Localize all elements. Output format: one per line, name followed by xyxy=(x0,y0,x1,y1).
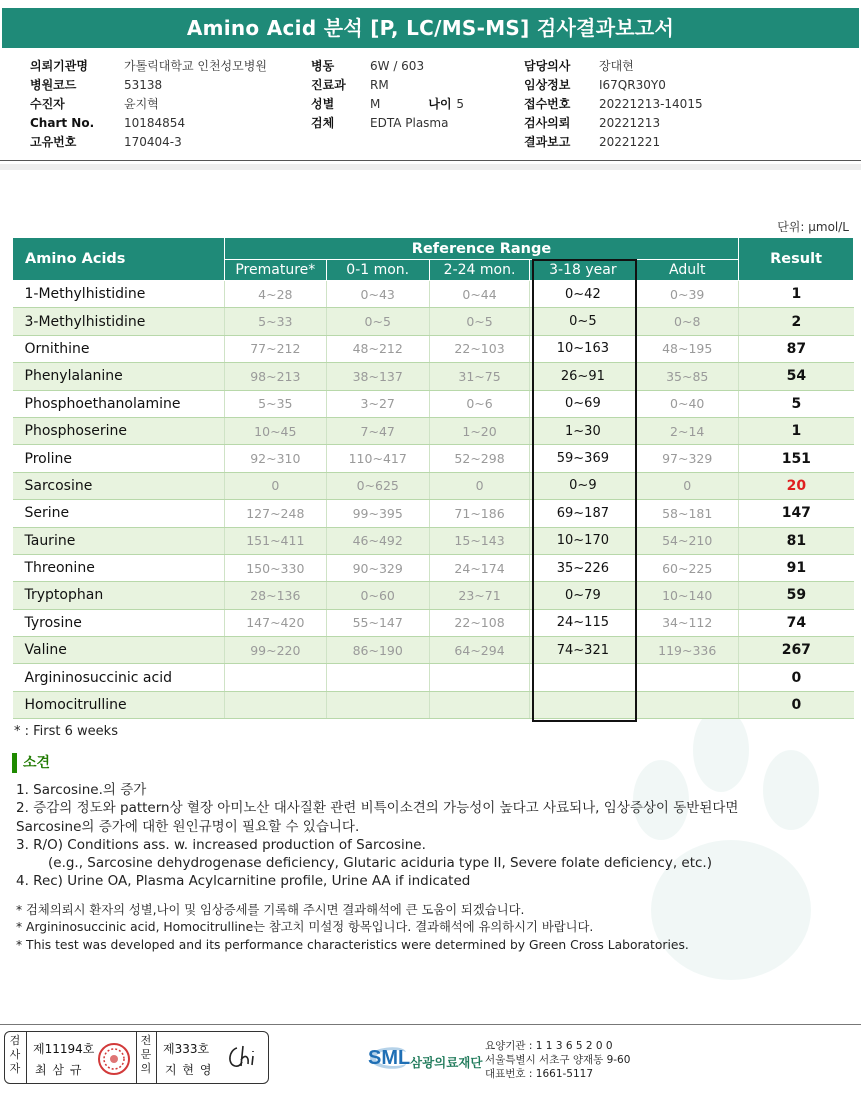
header-amino-acids: Amino Acids xyxy=(13,238,225,281)
finding-line: (e.g., Sarcosine dehydrogenase deficiency, Glutaric aciduria type II, Severe folate deficiency, etc.) xyxy=(48,855,712,872)
result-value: 81 xyxy=(739,527,854,554)
range-cell-premature: 77~212 xyxy=(224,335,326,362)
info-row xyxy=(524,133,703,152)
range-cell-adult: 2~14 xyxy=(636,417,739,444)
note-line: * 검체의뢰시 환자의 성별,나이 및 임상증세를 기록해 주시면 결과해석에 큰 도움이 되겠습니다. xyxy=(16,903,525,917)
age-label: 나이 xyxy=(428,97,452,111)
range-cell-premature: 4~28 xyxy=(224,281,326,308)
range-cell-premature: 98~213 xyxy=(224,363,326,390)
signer1-name: 최 삼 규 xyxy=(35,1063,83,1077)
range-cell-m0-1: 86~190 xyxy=(326,637,429,664)
header-result: Result xyxy=(739,238,854,281)
range-cell-y3-18: 10~170 xyxy=(530,527,636,554)
table-row xyxy=(13,554,854,581)
handwritten-signature-icon xyxy=(223,1042,263,1074)
range-cell-m0-1: 48~212 xyxy=(326,335,429,362)
footnote-first-6-weeks: * : First 6 weeks xyxy=(14,724,118,739)
signer2-name: 지 현 영 xyxy=(165,1063,213,1077)
age-value: 5 xyxy=(456,97,464,111)
signer2-license: 제333호 xyxy=(163,1042,210,1056)
note-line: * This test was developed and its performance characteristics were determined by Green Cross Laboratories. xyxy=(16,937,689,952)
range-cell-m0-1: 55~147 xyxy=(326,609,429,636)
info-row xyxy=(524,95,703,114)
table-row xyxy=(13,637,854,664)
info-label: 수진자 xyxy=(30,97,65,111)
range-cell-premature: 0 xyxy=(224,472,326,499)
amino-acid-name: 3-Methylhistidine xyxy=(13,308,225,335)
amino-acid-name: Phenylalanine xyxy=(13,363,225,390)
range-cell-y3-18: 10~163 xyxy=(530,335,636,362)
info-label: 접수번호 xyxy=(524,97,571,111)
result-value: 0 xyxy=(739,664,854,691)
header-3-18-year: 3-18 year xyxy=(530,260,636,281)
finding-line: Sarcosine의 증가에 대한 원인규명이 필요할 수 있습니다. xyxy=(16,818,360,835)
info-row xyxy=(30,95,267,114)
range-cell-premature: 5~33 xyxy=(224,308,326,335)
patient-info-col3 xyxy=(524,57,703,152)
info-value: 10184854 xyxy=(124,116,186,130)
range-cell-premature: 10~45 xyxy=(224,417,326,444)
range-cell-m2-24: 31~75 xyxy=(429,363,530,390)
result-value: 74 xyxy=(739,609,854,636)
lab-info xyxy=(485,1039,630,1081)
range-cell-premature: 5~35 xyxy=(224,390,326,417)
result-value: 20 xyxy=(739,472,854,499)
info-row xyxy=(30,114,267,133)
range-cell-y3-18: 0~9 xyxy=(530,472,636,499)
info-value: 53138 xyxy=(124,78,163,92)
info-row xyxy=(524,76,703,95)
range-cell-m2-24: 64~294 xyxy=(429,637,530,664)
info-label: 담당의사 xyxy=(524,59,571,73)
table-row xyxy=(13,664,854,691)
info-value: 20221213-14015 xyxy=(599,97,703,111)
info-value: I67QR30Y0 xyxy=(599,78,666,92)
signer1-license: 제11194호 xyxy=(33,1042,95,1056)
table-row xyxy=(13,363,854,390)
report-title: Amino Acid 분석 [P, LC/MS-MS] 검사결과보고서 xyxy=(2,8,859,48)
finding-line: 1. Sarcosine.의 증가 xyxy=(16,782,147,798)
range-cell-adult: 119~336 xyxy=(636,637,739,664)
range-cell-adult: 97~329 xyxy=(636,445,739,472)
range-cell-m2-24: 0~5 xyxy=(429,308,530,335)
signer1-role: 검사자 xyxy=(9,1034,21,1075)
range-cell-y3-18: 26~91 xyxy=(530,363,636,390)
amino-acid-name: Homocitrulline xyxy=(13,691,225,718)
range-cell-m0-1: 0~625 xyxy=(326,472,429,499)
table-row xyxy=(13,308,854,335)
info-value: 장대현 xyxy=(599,59,634,73)
info-row xyxy=(311,57,464,76)
header-premature: Premature* xyxy=(224,260,326,281)
range-cell-m2-24: 0~44 xyxy=(429,281,530,308)
result-value: 2 xyxy=(739,308,854,335)
range-cell-m2-24: 71~186 xyxy=(429,500,530,527)
range-cell-m2-24: 52~298 xyxy=(429,445,530,472)
table-body xyxy=(13,281,854,719)
range-cell-premature: 99~220 xyxy=(224,637,326,664)
range-cell-m0-1: 0~5 xyxy=(326,308,429,335)
range-cell-y3-18 xyxy=(530,691,636,718)
range-cell-m2-24 xyxy=(429,691,530,718)
info-label: 검사의뢰 xyxy=(524,116,571,130)
range-cell-m0-1: 110~417 xyxy=(326,445,429,472)
result-value: 5 xyxy=(739,390,854,417)
table-row xyxy=(13,500,854,527)
info-label: 의뢰기관명 xyxy=(30,59,88,73)
table-row xyxy=(13,445,854,472)
info-row xyxy=(30,76,267,95)
info-row xyxy=(311,76,464,95)
range-cell-y3-18: 59~369 xyxy=(530,445,636,472)
info-label: Chart No. xyxy=(30,116,95,130)
range-cell-m2-24: 15~143 xyxy=(429,527,530,554)
info-label: 병원코드 xyxy=(30,78,77,92)
table-row xyxy=(13,390,854,417)
amino-acid-name: Phosphoethanolamine xyxy=(13,390,225,417)
range-cell-premature: 150~330 xyxy=(224,554,326,581)
info-value: 윤지혁 xyxy=(124,97,159,111)
footer-divider xyxy=(0,1024,861,1025)
info-value: EDTA Plasma xyxy=(370,116,449,130)
range-cell-y3-18: 0~5 xyxy=(530,308,636,335)
amino-acid-name: Argininosuccinic acid xyxy=(13,664,225,691)
range-cell-m2-24: 24~174 xyxy=(429,554,530,581)
range-cell-m2-24: 22~108 xyxy=(429,609,530,636)
table-row xyxy=(13,691,854,718)
amino-acid-name: 1-Methylhistidine xyxy=(13,281,225,308)
finding-line: 3. R/O) Conditions ass. w. increased production of Sarcosine. xyxy=(16,836,426,853)
info-label: 병동 xyxy=(311,59,335,73)
result-value: 1 xyxy=(739,281,854,308)
patient-info xyxy=(30,57,850,153)
range-cell-m0-1: 38~137 xyxy=(326,363,429,390)
range-cell-adult xyxy=(636,664,739,691)
range-cell-m0-1: 7~47 xyxy=(326,417,429,444)
finding-line: 4. Rec) Urine OA, Plasma Acylcarnitine profile, Urine AA if indicated xyxy=(16,873,471,890)
info-value: 170404-3 xyxy=(124,135,182,149)
info-row xyxy=(311,114,464,133)
info-row xyxy=(311,95,464,114)
range-cell-m0-1: 0~43 xyxy=(326,281,429,308)
divider xyxy=(26,1032,27,1083)
amino-acid-name: Threonine xyxy=(13,554,225,581)
range-cell-y3-18: 35~226 xyxy=(530,554,636,581)
lab-info-line: 서울특별시 서초구 양재동 9-60 xyxy=(485,1054,631,1066)
range-cell-adult xyxy=(636,691,739,718)
range-cell-premature: 151~411 xyxy=(224,527,326,554)
range-cell-adult: 34~112 xyxy=(636,609,739,636)
info-row xyxy=(30,133,267,152)
result-value: 91 xyxy=(739,554,854,581)
range-cell-m2-24: 0~6 xyxy=(429,390,530,417)
findings-text xyxy=(16,781,846,891)
seal-stamp-icon xyxy=(97,1042,131,1076)
info-label: 고유번호 xyxy=(30,135,77,149)
info-row xyxy=(524,114,703,133)
range-cell-y3-18 xyxy=(530,664,636,691)
amino-acid-name: Serine xyxy=(13,500,225,527)
table-row xyxy=(13,335,854,362)
range-cell-adult: 58~181 xyxy=(636,500,739,527)
table-row xyxy=(13,281,854,308)
amino-acid-table xyxy=(12,237,854,719)
range-cell-y3-18: 24~115 xyxy=(530,609,636,636)
result-value: 54 xyxy=(739,363,854,390)
lab-name: 삼광의료재단 xyxy=(410,1055,483,1070)
divider xyxy=(136,1032,137,1083)
amino-acid-name: Taurine xyxy=(13,527,225,554)
range-cell-premature: 92~310 xyxy=(224,445,326,472)
range-cell-m2-24: 0 xyxy=(429,472,530,499)
info-label: 진료과 xyxy=(311,78,346,92)
info-label: 결과보고 xyxy=(524,135,571,149)
amino-acid-name: Valine xyxy=(13,637,225,664)
divider xyxy=(0,160,861,161)
info-label: 임상정보 xyxy=(524,78,571,92)
findings-heading: 소견 xyxy=(12,753,50,773)
result-value: 87 xyxy=(739,335,854,362)
lab-info-line: 요양기관 : 1 1 3 6 5 2 0 0 xyxy=(485,1040,613,1052)
table-row xyxy=(13,417,854,444)
range-cell-m0-1: 46~492 xyxy=(326,527,429,554)
info-value: M xyxy=(370,97,381,111)
divider-band xyxy=(0,164,861,170)
range-cell-m0-1 xyxy=(326,691,429,718)
amino-acid-name: Ornithine xyxy=(13,335,225,362)
info-value: 20221213 xyxy=(599,116,661,130)
result-value: 151 xyxy=(739,445,854,472)
table-row xyxy=(13,609,854,636)
range-cell-adult: 54~210 xyxy=(636,527,739,554)
info-value: 6W / 603 xyxy=(370,59,425,73)
info-value: 20221221 xyxy=(599,135,661,149)
info-value: RM xyxy=(370,78,389,92)
range-cell-premature: 127~248 xyxy=(224,500,326,527)
table-row xyxy=(13,582,854,609)
header-2-24-mon: 2-24 mon. xyxy=(429,260,530,281)
info-row xyxy=(30,57,267,76)
signature-box xyxy=(4,1031,269,1084)
info-label: 성별 xyxy=(311,97,335,111)
result-value: 1 xyxy=(739,417,854,444)
range-cell-adult: 35~85 xyxy=(636,363,739,390)
divider xyxy=(156,1032,157,1083)
range-cell-m2-24 xyxy=(429,664,530,691)
range-cell-premature xyxy=(224,664,326,691)
range-cell-adult: 0~8 xyxy=(636,308,739,335)
range-cell-premature xyxy=(224,691,326,718)
result-value: 59 xyxy=(739,582,854,609)
range-cell-adult: 60~225 xyxy=(636,554,739,581)
result-value: 267 xyxy=(739,637,854,664)
range-cell-m0-1: 90~329 xyxy=(326,554,429,581)
range-cell-y3-18: 1~30 xyxy=(530,417,636,444)
result-value: 0 xyxy=(739,691,854,718)
note-line: * Argininosuccinic acid, Homocitrulline는 참고치 미설정 항목입니다. 결과해석에 유의하시기 바랍니다. xyxy=(16,920,594,935)
finding-line: 2. 증감의 정도와 pattern상 혈장 아미노산 대사질환 관련 비특이소견의 가능성이 높다고 사료되나, 임상증상이 동반된다면 xyxy=(16,800,739,817)
range-cell-m0-1: 99~395 xyxy=(326,500,429,527)
patient-info-col2 xyxy=(311,57,464,133)
svg-text:SML: SML xyxy=(368,1047,411,1069)
range-cell-y3-18: 74~321 xyxy=(530,637,636,664)
header-0-1-mon: 0-1 mon. xyxy=(326,260,429,281)
info-label: 검체 xyxy=(311,116,335,130)
range-cell-m0-1: 3~27 xyxy=(326,390,429,417)
signer2-role: 전문의 xyxy=(140,1034,152,1075)
range-cell-premature: 147~420 xyxy=(224,609,326,636)
range-cell-adult: 0~39 xyxy=(636,281,739,308)
range-cell-m2-24: 22~103 xyxy=(429,335,530,362)
table-row xyxy=(13,527,854,554)
amino-acid-name: Proline xyxy=(13,445,225,472)
result-value: 147 xyxy=(739,500,854,527)
amino-acid-name: Tyrosine xyxy=(13,609,225,636)
amino-acid-name: Sarcosine xyxy=(13,472,225,499)
lab-info-line: 대표번호 : 1661-5117 xyxy=(485,1068,594,1080)
range-cell-m0-1: 0~60 xyxy=(326,582,429,609)
amino-acid-name: Phosphoserine xyxy=(13,417,225,444)
info-row xyxy=(524,57,703,76)
notes xyxy=(16,902,846,954)
header-reference-range: Reference Range xyxy=(224,238,738,260)
amino-acid-name: Tryptophan xyxy=(13,582,225,609)
range-cell-y3-18: 0~79 xyxy=(530,582,636,609)
range-cell-adult: 0~40 xyxy=(636,390,739,417)
range-cell-m2-24: 1~20 xyxy=(429,417,530,444)
range-cell-y3-18: 0~42 xyxy=(530,281,636,308)
header-adult: Adult xyxy=(636,260,739,281)
range-cell-m2-24: 23~71 xyxy=(429,582,530,609)
range-cell-adult: 48~195 xyxy=(636,335,739,362)
range-cell-adult: 0 xyxy=(636,472,739,499)
range-cell-m0-1 xyxy=(326,664,429,691)
table-row xyxy=(13,472,854,499)
range-cell-adult: 10~140 xyxy=(636,582,739,609)
info-value: 가톨릭대학교 인천성모병원 xyxy=(124,59,267,73)
patient-info-col1 xyxy=(30,57,267,152)
range-cell-y3-18: 69~187 xyxy=(530,500,636,527)
range-cell-y3-18: 0~69 xyxy=(530,390,636,417)
range-cell-premature: 28~136 xyxy=(224,582,326,609)
unit-label: 단위: μmol/L xyxy=(777,220,849,234)
